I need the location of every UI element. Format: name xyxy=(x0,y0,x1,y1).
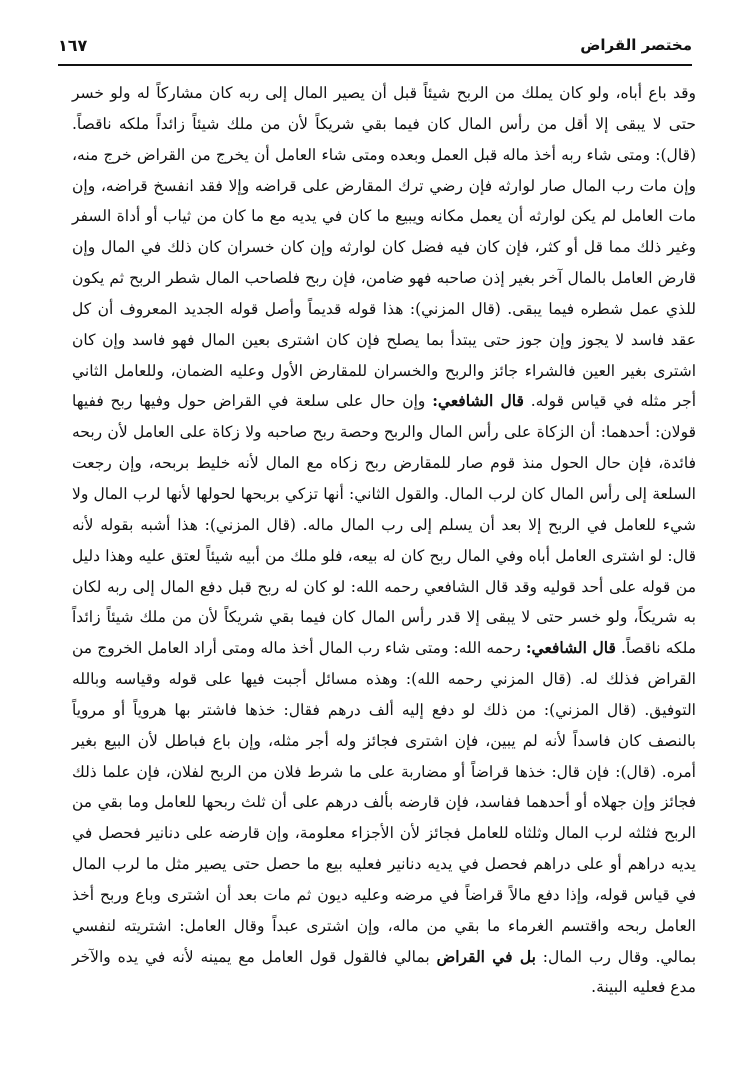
text-segment: رحمه الله: ومتى شاء رب المال أخذ ماله ومتى أراد العامل الخروج من القراض فذلك له. (قال المزني رحمه الله): وهذه مسائل أجبت فيها على قوله وقياسه وبالله التوفيق. (قال المزني): من ذلك لو دفع إليه ألف درهم فقال: خذها فاشتر بها هروياً أو مروياً بالنصف كان فاسداً لأنه لم يبين، فإن اشترى فجائز وله أجر مثله، وإن باع فباطل لأن البيع بغير أمره. (قال): فإن قال: خذها قراضاً أو مضاربة على ما شرط فلان من الربح لفلان، فإن علما ذلك فجائز وإن جهلاه أو أحدهما ففاسد، فإن قارضه بألف درهم على أن ثلث ربحها للعامل وما بقي من الربح فثلثه لرب المال وثلثاه للعامل فجائز لأن الأجزاء معلومة، وإن قارضه على دنانير فحصل في يديه دراهم أو على دراهم فحصل في يديه دنانير فعليه بيع ما حصل حتى يصير مثل ما لرب المال في قياس قوله، وإذا دفع مالاً قراضاً في مرضه وعليه ديون ثم مات بعد أن اشترى وباع وربح أخذ العامل ربحه واقتسم الغرماء ما بقي من ماله، وإن اشترى عبداً وقال العامل: اشتريته لنفسي بمالي. وقال رب المال: xyxy=(72,639,697,966)
bold-phrase: بل في القراض xyxy=(436,946,536,966)
page-header xyxy=(58,34,692,60)
bold-heading: قال الشافعي: xyxy=(432,391,524,411)
text-segment: بمالي فالقول قول العامل مع يمينه لأنه في يده والآخر مدع فعليه البينة. xyxy=(72,947,696,997)
page-number: ١٦٧ xyxy=(58,36,88,55)
running-title: مختصر القراض xyxy=(580,36,692,54)
header-rule xyxy=(58,64,692,66)
body-paragraph xyxy=(72,78,696,1003)
text-segment: وقد باع أباه، ولو كان يملك من الربح شيئاً قبل أن يصير المال إلى ربه كان مشاركاً له ولو خسر حتى لا يبقى إلا أقل من رأس المال كان فيما بقي شريكاً لأن من ملك شيئاً زائداً ملكه ناقصاً. (قال): ومتى شاء ربه أخذ ماله قبل العمل وبعده ومتى شاء العامل أن يخرج من القراض خرج منه، وإن مات رب المال صار لوارثه فإن رضي ترك المقارض على قراضه وإلا فقد انفسخ قراضه، وإن مات العامل لم يكن لوارثه أن يعمل مكانه ويبيع ما كان في يديه مع ما كان من ثياب أو أداة السفر وغير ذلك مما قل أو كثر، فإن كان فيه فضل كان لوارثه وإن كان خسران كان ذلك في المال وإن قارض العامل بالمال آخر بغير إذن صاحبه فهو ضامن، فإن ربح فلصاحب المال شطر الربح ثم يكون للذي عمل شطره فيما يبقى. (قال المزني): هذا قوله قديماً وأصل قوله الجديد المعروف أن كل عقد فاسد لا يجوز وإن جوز حتى يبتدأ بما يصلح فإن كان اشترى بعين المال فهو فاسد وإن كان اشترى بغير العين فالشراء جائز والربح والخسران للمقارض الأول وعليه الضمان، وللعامل الثاني أجر مثله في قياس قوله. xyxy=(72,84,696,411)
text-segment: وإن حال على سلعة في القراض حول وفيها ربح ففيها قولان: أحدهما: أن الزكاة على رأس المال والربح وحصة ربح صاحبه ولا زكاة على العامل لأن ربحه فائدة، فإن حال الحول منذ قوم صار للمقارض ربح زكاه مع المال لأنه خليط بربحه، وإن رجعت السلعة إلى رأس المال كان لرب المال. والقول الثاني: أنها تزكي بربحها لحولها لأنها لرب المال ولا شيء للعامل في الربح إلا بعد أن يسلم إلى رب المال ماله. (قال المزني): هذا أشبه بقوله لأنه قال: لو اشترى العامل أباه وفي المال ربح كان له بيعه، فلو ملك من أبيه شيئاً لعتق عليه وهذا دليل من قوله على أحد قوليه وقد قال الشافعي رحمه الله: لو كان له ربح قبل دفع المال إلى ربه لكان به شريكاً، ولو خسر حتى لا يبقى إلا قدر رأس المال كان فيما بقي شريكاً لأن من ملك شيئاً زائداً ملكه ناقصاً. xyxy=(72,392,696,658)
bold-heading: قال الشافعي: xyxy=(525,638,616,658)
body-text xyxy=(72,78,696,1003)
